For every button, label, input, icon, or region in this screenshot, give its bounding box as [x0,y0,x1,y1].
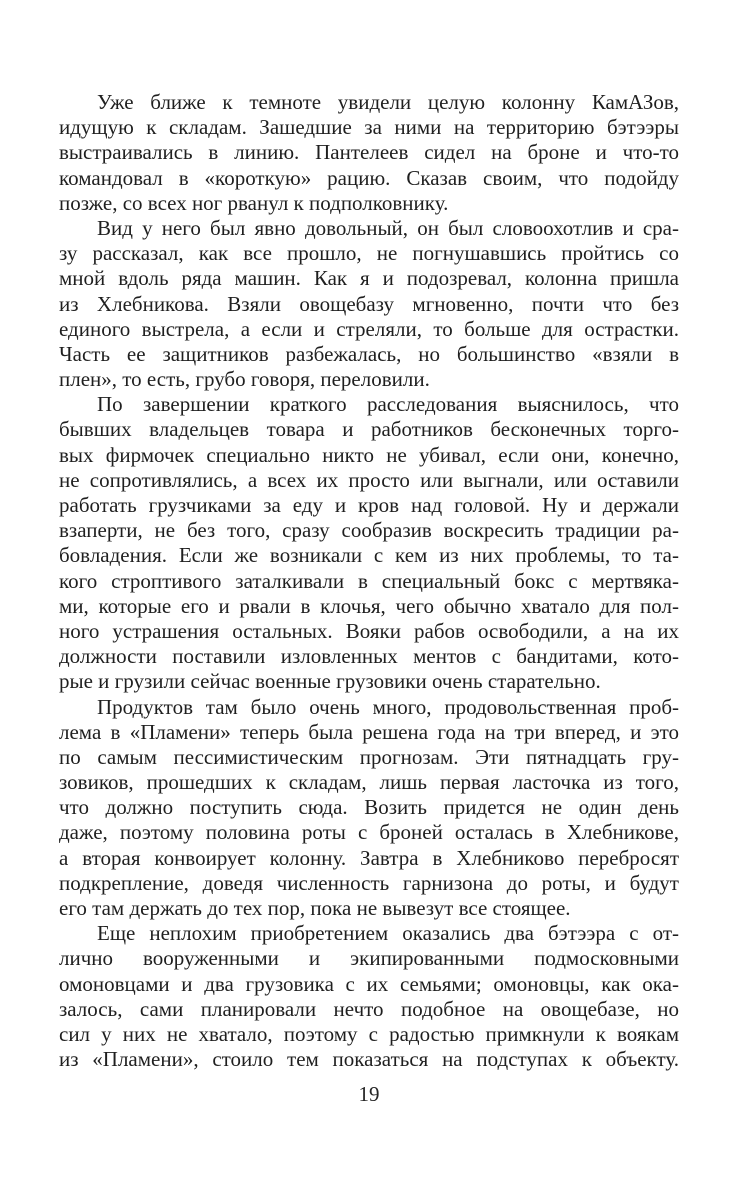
text-line: лично вооруженными и экипированными подмосковными [59,946,679,971]
paragraph [59,216,679,392]
text-line: его там держать до тех пор, пока не вывезут все стоящее. [59,896,571,920]
text-line: рые и грузили сейчас военные грузовики очень старательно. [59,669,601,694]
page-number: 19 [358,1082,380,1106]
text-line: Еще неплохим приобретением оказались два бэтээра с от- [97,921,679,946]
text-line: выстраивались в линию. Пантелеев сидел на броне и что-то [59,140,679,165]
text-line: По завершении краткого расследования выяснилось, что [97,392,679,417]
text-line: Продуктов там было очень много, продовольственная проб- [97,694,679,719]
paragraph [59,392,679,694]
text-line: Часть ее защитников разбежалась, но большинство «взяли в [59,341,679,366]
text-line: из «Пламени», стоило тем показаться на подступах к объекту. [59,1047,679,1072]
text-line: зовиков, прошедших к складам, лишь первая ласточка из того, [59,770,679,795]
text-line: должности поставили изловленных ментов с бандитами, кото- [59,644,679,669]
text-line: ного устрашения остальных. Вояки рабов освободили, а на их [59,618,679,643]
text-line: единого выстрела, а если и стреляли, то больше для острастки. [59,316,679,341]
text-line: по самым пессимистическим прогнозам. Эти пятнадцать гру- [59,744,679,769]
text-line: кого строптивого заталкивали в специальный бокс с мертвяка- [59,568,679,593]
text-line: позже, со всех ног рванул к подполковнику. [59,190,449,215]
text-line: бывших владельцев товара и работников бесконечных торго- [59,417,679,442]
text-line: идущую к складам. Зашедшие за ними на территорию бэтээры [59,115,679,140]
text-line: сил у них не хватало, поэтому с радостью примкнули к воякам [59,1021,679,1046]
text-line: плен», то есть, грубо говоря, переловили. [59,367,430,392]
text-line: подкрепление, доведя численность гарнизона до роты, и будут [59,870,679,895]
text-line: а вторая конвоирует колонну. Завтра в Хлебниково перебросят [59,845,679,870]
text-line: бовладения. Если же возникали с кем из них проблемы, то та- [59,543,679,568]
text-line: мной вдоль ряда машин. Как я и подозревал, колонна пришла [59,266,679,291]
text-line: вых фирмочек специально никто не убивал, если они, конечно, [59,442,679,467]
paragraph [59,90,679,216]
text-line: командовал в «короткую» рацию. Сказав своим, что подойду [59,165,679,190]
text-line: не сопротивлялись, а всех их просто или выгнали, или оставили [59,467,679,492]
text-line: работать грузчиками за еду и кров над головой. Ну и держали [59,493,679,517]
text-line: взаперти, не без того, сразу сообразив воскресить традиции ра- [59,518,679,543]
text-block [59,90,679,1072]
text-line: лема в «Пламени» теперь была решена года на три вперед, и это [59,719,679,744]
text-line: Уже ближе к темноте увидели целую колонну КамАЗов, [97,90,679,114]
paragraph [59,921,679,1072]
text-line: даже, поэтому половина роты с броней осталась в Хлебникове, [59,820,679,845]
text-line: Вид у него был явно довольный, он был словоохотлив и сра- [97,215,679,240]
paragraph [59,695,679,922]
text-line: омоновцами и два грузовика с их семьями; омоновцы, как ока- [59,971,679,996]
text-line: залось, сами планировали нечто подобное на овощебазе, но [59,996,679,1021]
text-line: из Хлебникова. Взяли овощебазу мгновенно, почти что без [59,291,679,316]
text-line: зу рассказал, как все прошло, не погнушавшись пройтись со [59,241,679,266]
text-line: что должно поступить сюда. Возить придется не один день [59,795,679,820]
text-line: ми, которые его и рвали в клочья, чего обычно хватало для пол- [59,593,679,618]
